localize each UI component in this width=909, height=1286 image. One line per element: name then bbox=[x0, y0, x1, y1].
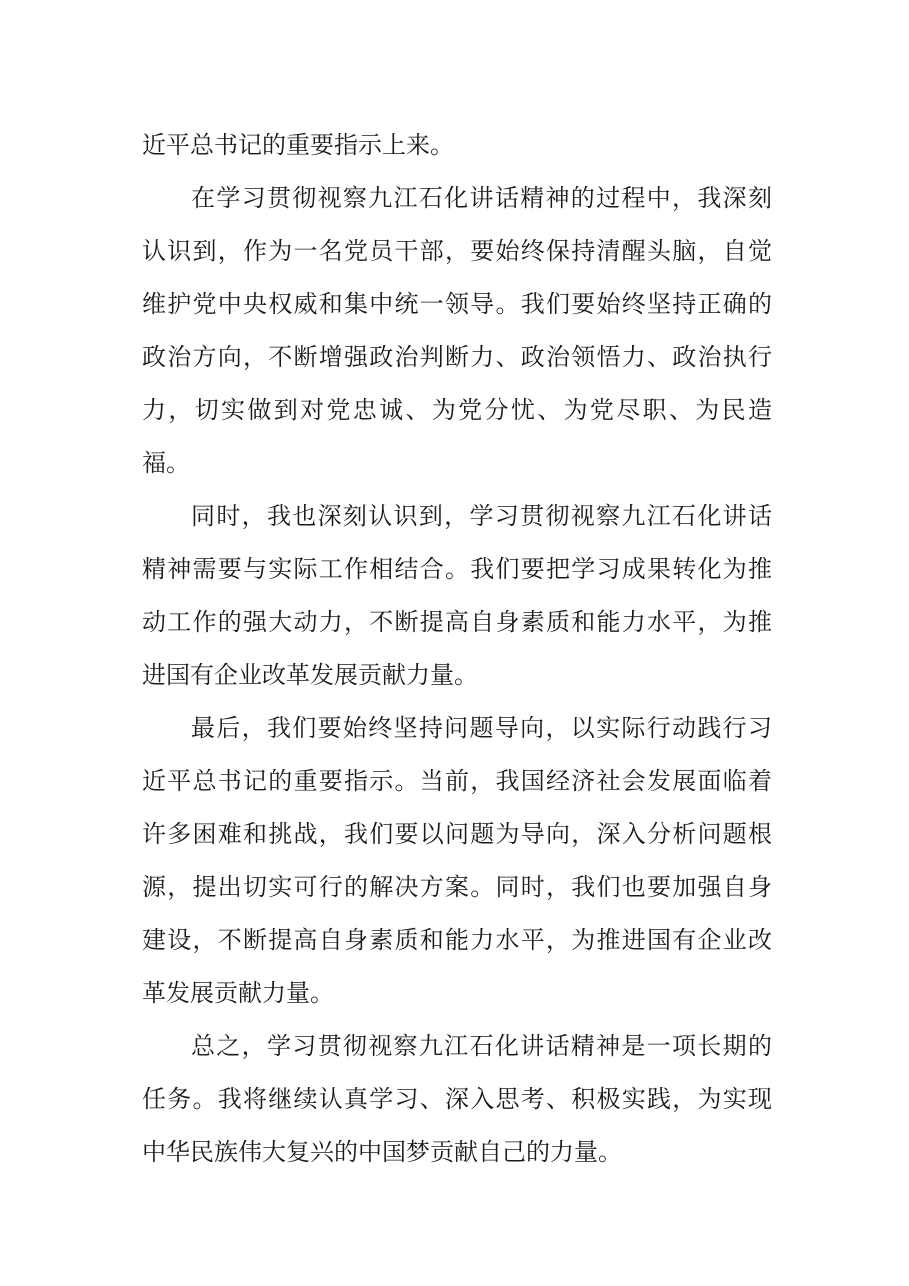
text-line: 源，提出切实可行的解决方案。同时，我们也要加强自身 bbox=[142, 873, 772, 901]
text-line: 进国有企业改革发展贡献力量。 bbox=[142, 661, 478, 689]
text-line: 维护党中央权威和集中统一领导。我们要始终坚持正确的 bbox=[142, 290, 772, 318]
text-line: 精神需要与实际工作相结合。我们要把学习成果转化为推 bbox=[142, 555, 772, 583]
text-line: 最后，我们要始终坚持问题导向，以实际行动践行习 bbox=[191, 714, 772, 742]
text-line: 中华民族伟大复兴的中国梦贡献自己的力量。 bbox=[142, 1138, 622, 1166]
text-line: 认识到，作为一名党员干部，要始终保持清醒头脑，自觉 bbox=[142, 237, 772, 265]
text-line: 许多困难和挑战，我们要以问题为导向，深入分析问题根 bbox=[142, 820, 772, 848]
text-line: 近平总书记的重要指示。当前，我国经济社会发展面临着 bbox=[142, 767, 772, 795]
text-line: 动工作的强大动力，不断提高自身素质和能力水平，为推 bbox=[142, 608, 772, 636]
text-line: 政治方向，不断增强政治判断力、政治领悟力、政治执行 bbox=[142, 343, 772, 371]
text-line: 福。 bbox=[142, 449, 190, 477]
text-line: 在学习贯彻视察九江石化讲话精神的过程中，我深刻 bbox=[191, 184, 772, 212]
text-line: 近平总书记的重要指示上来。 bbox=[142, 131, 454, 159]
text-line: 同时，我也深刻认识到，学习贯彻视察九江石化讲话 bbox=[191, 502, 772, 530]
text-line: 总之，学习贯彻视察九江石化讲话精神是一项长期的 bbox=[191, 1032, 772, 1060]
text-line: 建设，不断提高自身素质和能力水平，为推进国有企业改 bbox=[142, 926, 772, 954]
text-line: 力，切实做到对党忠诚、为党分忧、为党尽职、为民造 bbox=[142, 396, 772, 424]
text-line: 任务。我将继续认真学习、深入思考、积极实践，为实现 bbox=[142, 1085, 772, 1113]
text-line: 革发展贡献力量。 bbox=[142, 979, 334, 1007]
